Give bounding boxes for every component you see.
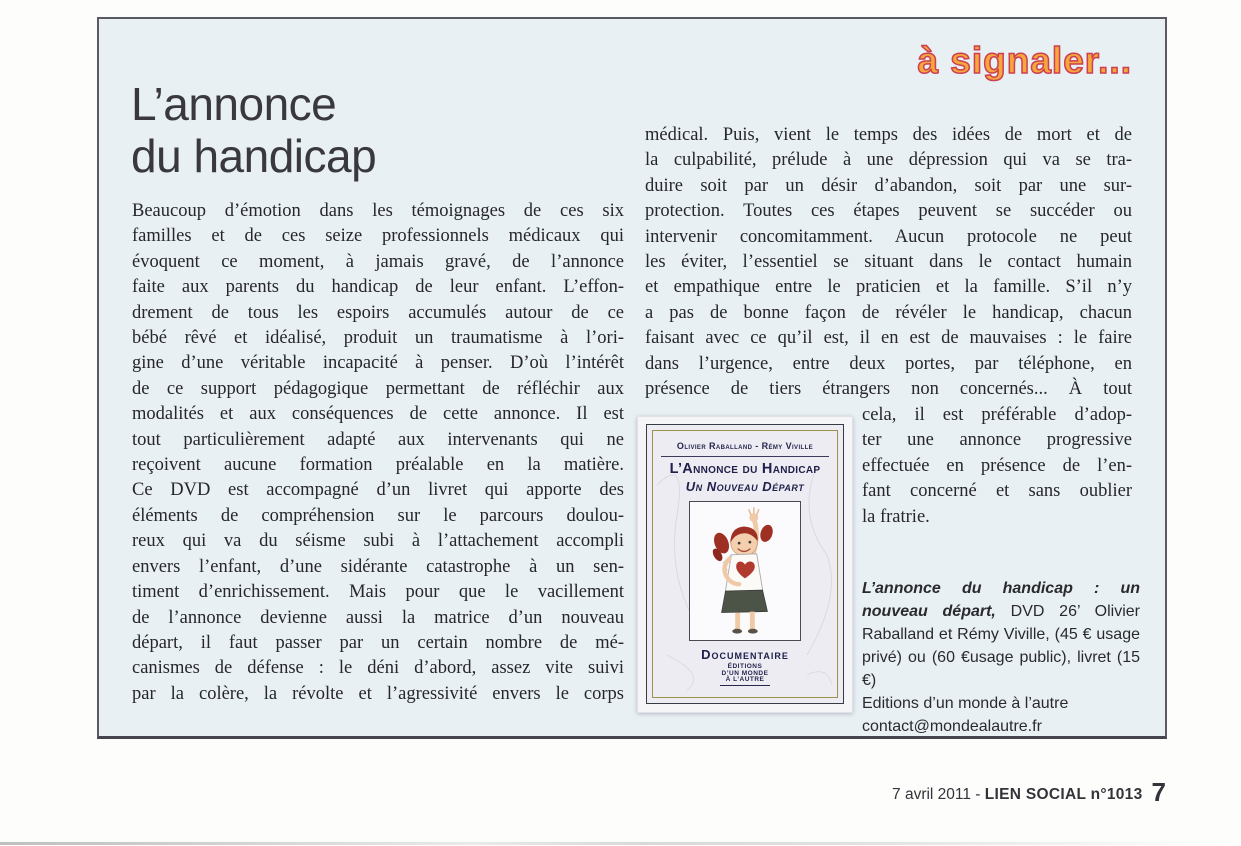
text-line: a pas de bonne façon de révéler le handicap, chacun <box>645 302 1132 323</box>
article-wrap-column <box>862 403 1132 530</box>
text-line: gine d’une véritable incapacité à penser. D’où l’intérêt <box>132 353 624 374</box>
text-line: reux qui va du séisme subi à l’attachement accompli <box>132 531 624 552</box>
text-line: L’annonce <box>131 78 337 130</box>
cover-genre: Documentaire <box>701 647 789 662</box>
text-line: la culpabilité, prélude à une dépression qui va se tra- <box>645 150 1132 171</box>
article-left-column <box>132 199 624 707</box>
text-line: Beaucoup d’émotion dans les témoignages de ces six <box>132 201 624 221</box>
text-line: ÉDITIONS <box>727 663 763 670</box>
text-line: drement de tous les espoirs accumulés autour de ce <box>132 302 624 323</box>
text-line: cela, il est préférable d’adop- <box>862 405 1132 425</box>
text-line: de l’annonce devienne aussi la matrice d’un nouveau <box>132 607 624 628</box>
girl-illustration <box>690 502 800 640</box>
text-line: reçoivent aucune formation préalable en la matière. <box>132 455 624 476</box>
text-line: envers l’enfant, d’une sidérante catastrophe à un sen- <box>132 556 624 577</box>
caption-publisher: Editions d’un monde à l’autre <box>862 695 1069 712</box>
dvd-cover-photo <box>637 416 853 713</box>
text-line: de ce support pédagogique permettant de réfléchir aux <box>132 378 624 399</box>
text-line: protection. Toutes ces étapes peuvent se succéder ou <box>645 201 1132 222</box>
text-line: fant concerné et sans oublier <box>862 481 1132 502</box>
article-right-column <box>645 123 1132 402</box>
text-line: et empathique entre le praticien et la famille. S’il n’y <box>645 277 1132 298</box>
cover-publisher-logo <box>647 664 843 686</box>
text-line: évoquent ce moment, à jamais gravé, de l’annonce <box>132 251 624 272</box>
text-line: médical. Puis, vient le temps des idées de mort et de <box>645 125 1132 145</box>
text-line: par la colère, la révolte et l’agressivité envers le corps <box>132 683 624 704</box>
text-line: Ce DVD est accompagné d’un livret qui apporte des <box>132 480 624 501</box>
text-line: du handicap <box>131 130 377 182</box>
text-line: présence de tiers étrangers non concernés... À tout <box>645 379 1132 400</box>
scan-artifact-bar <box>0 842 1241 845</box>
section-tag: à signaler... <box>917 40 1132 81</box>
text-line: D’UN MONDE <box>721 669 769 677</box>
dvd-cover <box>646 424 844 704</box>
text-line: ter une annonce progressive <box>862 430 1132 451</box>
text-line: faisant avec ce qu’il est, il en est de mauvaises : le faire <box>645 328 1132 349</box>
cover-illustration-frame <box>689 501 801 641</box>
text-line: les éviter, l’essentiel se situant dans le contact humain <box>645 252 1132 273</box>
text-line: bébé rêvé et idéalisé, produit un traumatisme à l’ori- <box>132 328 624 349</box>
text-line: effectuée en présence de l’en- <box>862 455 1132 476</box>
text-line: départ, il faut passer par un certain nombre de mé- <box>132 632 624 653</box>
cover-divider <box>661 456 829 457</box>
footer-page-number: 7 <box>1151 777 1166 807</box>
caption-details: DVD 26’ Olivier Raballand et Rémy Viville, (45 € usage privé) ou (60 €usage public), livret (15 €) <box>862 603 1141 689</box>
text-line: la fratrie. <box>862 506 930 527</box>
footer-magazine-issue: LIEN SOCIAL n°1013 <box>984 786 1143 803</box>
page-footer <box>892 777 1166 808</box>
text-line: éléments de compréhension sur le parcours doulou- <box>132 505 624 526</box>
text-line: intervenir concomitamment. Aucun protocole ne peut <box>645 226 1132 247</box>
caption-body <box>862 577 1140 692</box>
text-line: familles et de ces seize professionnels médicaux qui <box>132 226 624 247</box>
dvd-caption <box>862 577 1140 738</box>
caption-contact-email: contact@mondealautre.fr <box>862 718 1042 735</box>
caption-title: L’annonce du handicap : un nouveau départ, <box>862 580 1140 620</box>
cover-subtitle: Un Nouveau Départ <box>685 479 805 494</box>
text-line: dans l’urgence, entre deux portes, par téléphone, en <box>645 353 1132 374</box>
text-line: faite aux parents du handicap de leur enfant. L’effon- <box>132 277 624 298</box>
article-title <box>131 78 376 182</box>
text-line: À L’AUTRE <box>725 676 765 683</box>
cover-title: L’Annonce du Handicap <box>669 461 821 477</box>
text-line: timent d’enrichissement. Mais pour que le vacillement <box>132 582 624 603</box>
footer-date: 7 avril 2011 - <box>892 786 985 803</box>
text-line: modalités et aux conséquences de cette annonce. Il est <box>132 404 624 425</box>
text-line: duire soit par un désir d’abandon, soit par une sur- <box>645 175 1132 196</box>
text-line: tout particulièrement adapté aux intervenants qui ne <box>132 429 624 450</box>
text-line: canismes de défense : le déni d’abord, assez vite suivi <box>132 658 624 679</box>
cover-authors: Olivier Raballand - Rémy Viville <box>676 441 814 451</box>
